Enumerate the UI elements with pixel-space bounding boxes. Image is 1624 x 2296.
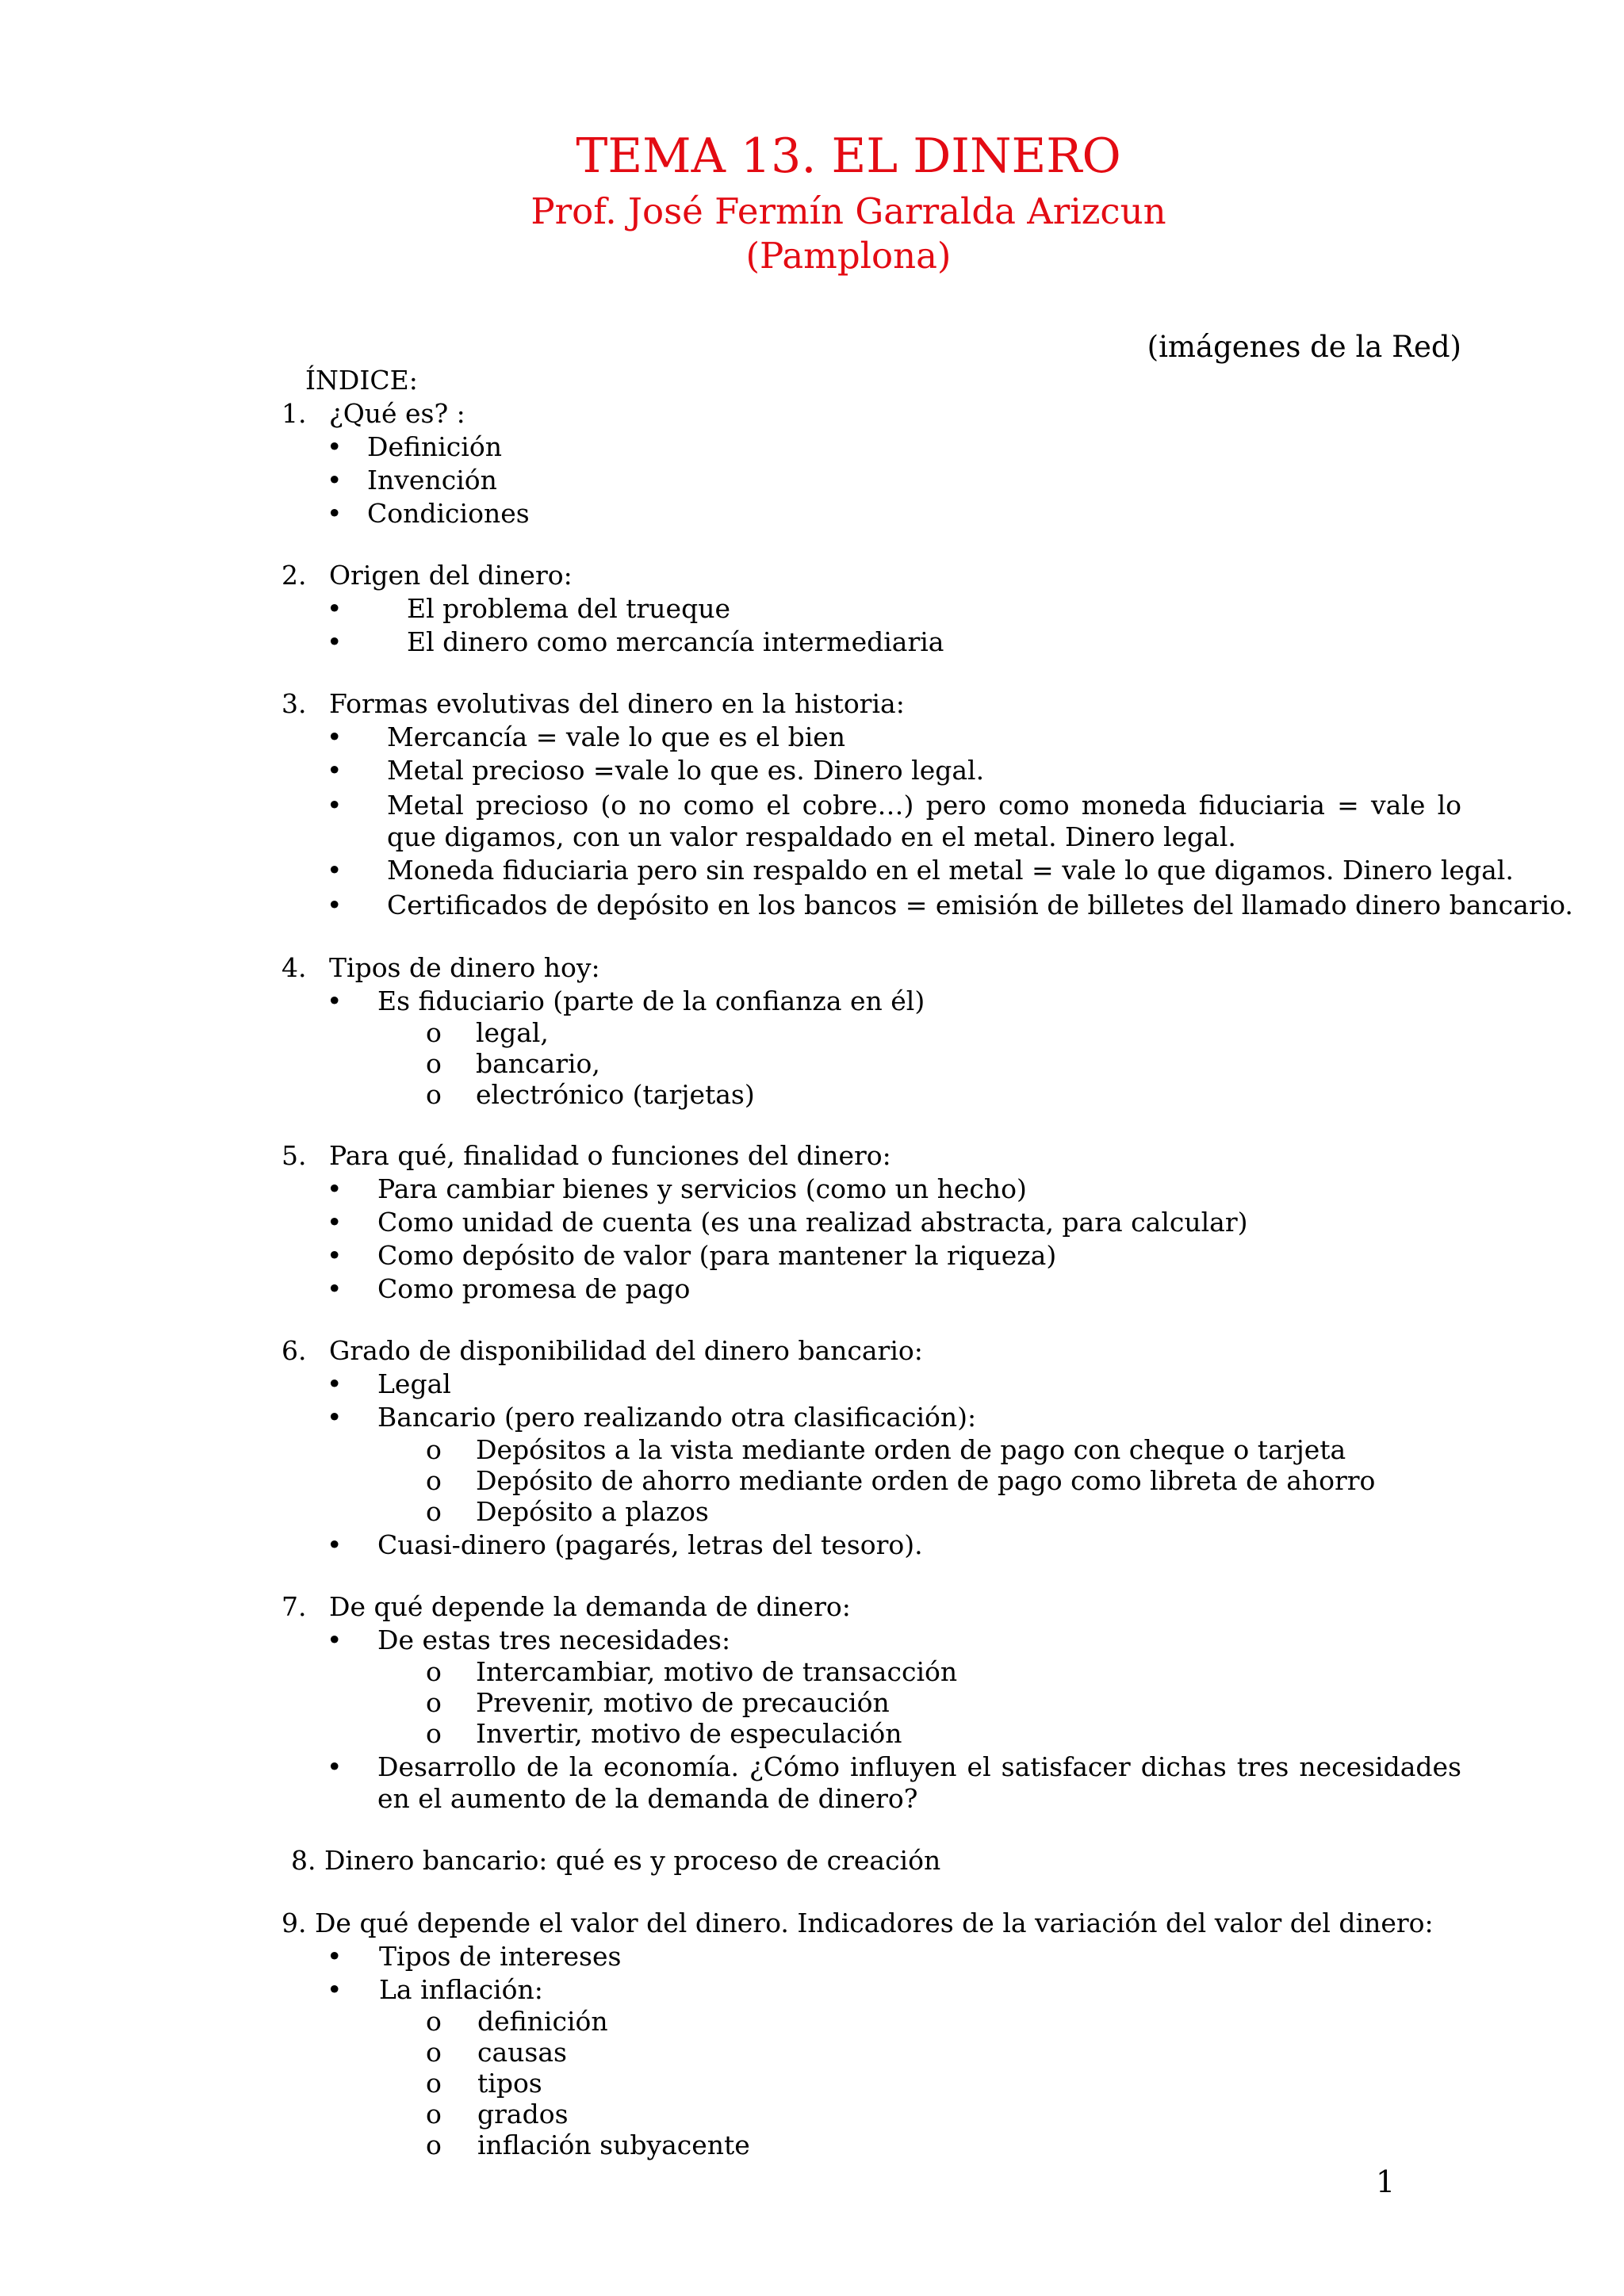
list-item: Cuasi-dinero (pagarés, letras del tesoro). (377, 1529, 923, 1560)
section-title: De qué depende la demanda de dinero: (329, 1591, 851, 1622)
index-label: ÍNDICE: (305, 365, 418, 396)
section-number: 4. (282, 952, 307, 983)
bullet-icon: • (327, 1624, 343, 1655)
sub-bullet-icon: o (426, 1718, 442, 1749)
sub-bullet-icon: o (426, 1048, 442, 1079)
sub-list-item: Depósitos a la vista mediante orden de pago con cheque o tarjeta (476, 1434, 1346, 1465)
sub-bullet-icon: o (426, 2068, 442, 2099)
section-title: 8. Dinero bancario: qué es y proceso de creación (291, 1845, 941, 1876)
sub-bullet-icon: o (426, 1656, 442, 1687)
bullet-icon: • (327, 498, 343, 529)
section-title: Grado de disponibilidad del dinero bancario: (329, 1335, 923, 1366)
bullet-icon: • (327, 1273, 343, 1304)
section-number: 7. (282, 1591, 307, 1622)
section-title: ¿Qué es? : (329, 398, 465, 429)
sub-bullet-icon: o (426, 1434, 442, 1465)
bullet-icon: • (327, 1207, 343, 1238)
section-number: 1. (282, 398, 307, 429)
sub-list-item: bancario, (476, 1048, 600, 1079)
bullet-icon: • (327, 890, 343, 920)
list-item: De estas tres necesidades: (377, 1624, 731, 1655)
list-item: Como promesa de pago (377, 1273, 691, 1304)
image-credit-note: (imágenes de la Red) (1147, 330, 1461, 364)
list-item: Invención (367, 465, 497, 496)
bullet-icon: • (327, 431, 343, 462)
list-item: Es fiduciario (parte de la confianza en él) (377, 985, 925, 1016)
list-item: Para cambiar bienes y servicios (como un hecho) (377, 1173, 1027, 1204)
sub-list-item: Intercambiar, motivo de transacción (476, 1656, 958, 1687)
sub-bullet-icon: o (426, 2037, 442, 2068)
bullet-icon: • (327, 626, 343, 657)
list-item: La inflación: (379, 1974, 543, 2005)
sub-list-item: causas (477, 2037, 567, 2068)
bullet-icon: • (327, 1751, 343, 1782)
list-item: Mercancía = vale lo que es el bien (387, 721, 846, 752)
list-item: El dinero como mercancía intermediaria (407, 626, 944, 657)
sub-list-item: inflación subyacente (477, 2130, 750, 2160)
sub-list-item: definición (477, 2006, 608, 2037)
document-title: TEMA 13. EL DINERO (576, 128, 1121, 184)
section-title: Formas evolutivas del dinero en la historia: (329, 688, 905, 719)
section-number: 2. (282, 560, 307, 591)
sub-list-item: Prevenir, motivo de precaución (476, 1687, 890, 1718)
bullet-icon: • (327, 465, 343, 496)
bullet-icon: • (327, 1529, 343, 1560)
page-number: 1 (1376, 2164, 1396, 2199)
list-item: Como unidad de cuenta (es una realizad abstracta, para calcular) (377, 1207, 1248, 1238)
list-item: Tipos de intereses (379, 1941, 622, 1972)
sub-bullet-icon: o (426, 1687, 442, 1718)
section-number: 6. (282, 1335, 307, 1366)
sub-list-item: electrónico (tarjetas) (476, 1079, 755, 1110)
bullet-icon: • (327, 985, 343, 1016)
list-item: Metal precioso =vale lo que es. Dinero legal. (387, 755, 985, 786)
bullet-icon: • (327, 790, 343, 821)
sub-list-item: legal, (476, 1017, 549, 1048)
section-title: Tipos de dinero hoy: (329, 952, 600, 983)
sub-list-item: tipos (477, 2068, 542, 2099)
place-line: (Pamplona) (745, 235, 952, 277)
list-item: Condiciones (367, 498, 530, 529)
bullet-icon: • (327, 1240, 343, 1271)
section-title: 9. De qué depende el valor del dinero. Indicadores de la variación del valor del dinero: (282, 1908, 1434, 1938)
bullet-icon: • (327, 1974, 343, 2005)
sub-list-item: Depósito a plazos (476, 1496, 709, 1527)
list-item: Definición (367, 431, 502, 462)
sub-list-item: grados (477, 2099, 569, 2130)
section-number: 5. (282, 1140, 307, 1171)
bullet-icon: • (327, 721, 343, 752)
sub-bullet-icon: o (426, 2099, 442, 2130)
bullet-icon: • (327, 1368, 343, 1399)
list-item: El problema del trueque (407, 593, 730, 624)
list-item: Metal precioso (o no como el cobre…) pero como moneda fiduciaria = vale lo que digamos, con un valor respaldado en el metal. Dinero legal. (387, 790, 1461, 852)
list-item: Moneda fiduciaria pero sin respaldo en el metal = vale lo que digamos. Dinero legal. (387, 855, 1514, 886)
sub-bullet-icon: o (426, 1465, 442, 1496)
bullet-icon: • (327, 593, 343, 624)
sub-bullet-icon: o (426, 2130, 442, 2160)
sub-bullet-icon: o (426, 1079, 442, 1110)
bullet-icon: • (327, 1173, 343, 1204)
list-item: Desarrollo de la economía. ¿Cómo influyen el satisfacer dichas tres necesidades en el aumento de la demanda de dinero? (377, 1751, 1461, 1814)
bullet-icon: • (327, 1402, 343, 1433)
list-item: Legal (377, 1368, 451, 1399)
list-item: Bancario (pero realizando otra clasificación): (377, 1402, 977, 1433)
section-number: 3. (282, 688, 307, 719)
sub-bullet-icon: o (426, 1496, 442, 1527)
sub-bullet-icon: o (426, 1017, 442, 1048)
section-title: Origen del dinero: (329, 560, 573, 591)
sub-bullet-icon: o (426, 2006, 442, 2037)
bullet-icon: • (327, 1941, 343, 1972)
author-line: Prof. José Fermín Garralda Arizcun (530, 190, 1166, 232)
bullet-icon: • (327, 755, 343, 786)
list-item: Como depósito de valor (para mantener la riqueza) (377, 1240, 1057, 1271)
sub-list-item: Depósito de ahorro mediante orden de pago como libreta de ahorro (476, 1465, 1376, 1496)
sub-list-item: Invertir, motivo de especulación (476, 1718, 902, 1749)
bullet-icon: • (327, 855, 343, 886)
section-title: Para qué, finalidad o funciones del dinero: (329, 1140, 891, 1171)
list-item: Certificados de depósito en los bancos = emisión de billetes del llamado dinero bancario. (387, 890, 1573, 920)
